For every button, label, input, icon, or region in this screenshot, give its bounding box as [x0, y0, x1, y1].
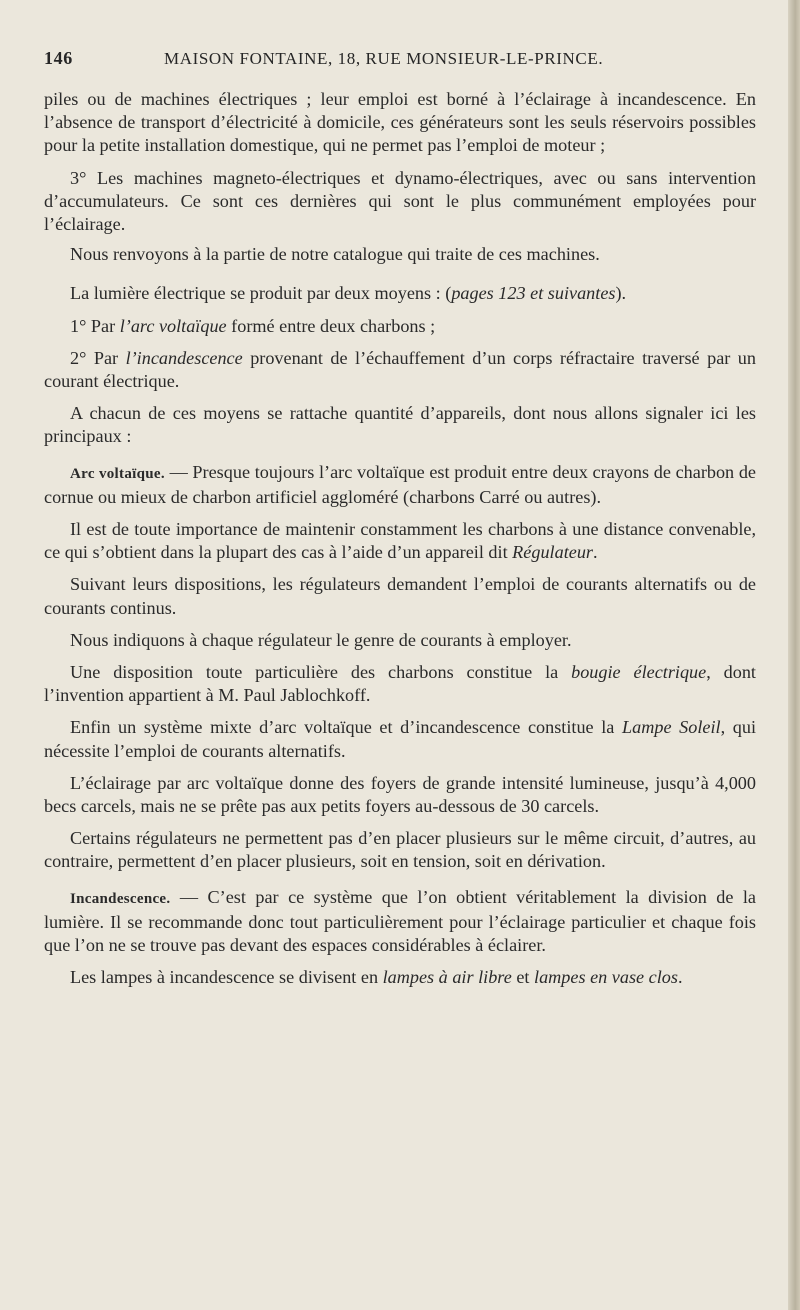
page-number: 146 [44, 48, 73, 68]
paragraph-3: Nous renvoyons à la partie de notre catalogue qui traite de ces machines. [70, 244, 600, 265]
paragraph-17: Les lampes à incandescence se divisent en lampes à air libre et lampes en vase clos. [70, 967, 683, 988]
paragraph-13: Enfin un système mixte d’arc voltaïque et d’incandescence constitue la Lampe Soleil, qui nécessite l’emploi de courants alternatifs. [44, 717, 756, 761]
paragraph-2: 3° Les machines magneto-électriques et dynamo-électriques, avec ou sans intervention d’accumulateurs. Ce sont ces dernières qui sont le plus communément employées pour l’éclairage. [44, 167, 756, 235]
paragraph-15: Certains régulateurs ne permettent pas d’en placer plusieurs sur le même circuit, d’autres, au contraire, permettent d’en placer plusieurs, soit en tension, soit en dérivation. [44, 828, 756, 872]
section-heading: Arc voltaïque. [70, 465, 165, 482]
paragraph-14: L’éclairage par arc voltaïque donne des foyers de grande intensité lumineuse, jusqu’à 4,000 becs carcels, mais ne se prête pas aux petits foyers au-dessous de 30 carcels. [44, 772, 756, 817]
section-arc-voltaique: Arc voltaïque. — Presque toujours l’arc voltaïque est produit entre deux crayons de charbon de cornue ou mieux de charbon artificiel aggloméré (charbons Carré ou autres). [44, 461, 757, 507]
paragraph-9: Il est de toute importance de maintenir constamment les charbons à une distance convenable, ce qui s’obtient dans la plupart des cas à l’aide d’un appareil dit Régulateur. [44, 519, 756, 563]
paragraph-6: 2° Par l’incandescence provenant de l’échauffement d’un corps réfractaire traversé par un courant électrique. [44, 347, 756, 392]
section-heading: Incandescence. [70, 890, 171, 907]
paragraph-11: Nous indiquons à chaque régulateur le genre de courants à employer. [70, 629, 572, 650]
paragraph-10: Suivant leurs dispositions, les régulateurs demandent l’emploi de courants alternatifs ou de courants continus. [44, 574, 756, 618]
paragraph-4: La lumière électrique se produit par deux moyens : (pages 123 et suivantes). [70, 283, 627, 304]
paragraph-7: A chacun de ces moyens se rattache quantité d’appareils, dont nous allons signaler ici les principaux : [44, 403, 756, 447]
paragraph-12: Une disposition toute particulière des charbons constitue la bougie électrique, dont l’invention appartient à M. Paul Jablochkoff. [44, 662, 756, 706]
page-body [44, 88, 756, 999]
paragraph-1: piles ou de machines électriques ; leur emploi est borné à l’éclairage à incandescence. En l’absence de transport d’électricité à domicile, ces générateurs sont les seuls réservoirs possibles pour la petite installation domestique, qui ne permet pas l’emploi de moteur ; [44, 89, 756, 156]
page-header [44, 48, 764, 69]
running-title: MAISON FONTAINE, 18, RUE MONSIEUR-LE-PRINCE. [164, 49, 604, 68]
paragraph-5: 1° Par l’arc voltaïque formé entre deux charbons ; [70, 315, 436, 336]
section-incandescence: Incandescence. — C’est par ce système que l’on obtient véritablement la division de la lumière. Il se recommande donc tout particulièrement pour l’éclairage particulier et chaque fois que l’on ne se trouve pas devant des espaces considérables à éclairer. [44, 886, 756, 956]
page-edge [788, 0, 800, 1310]
